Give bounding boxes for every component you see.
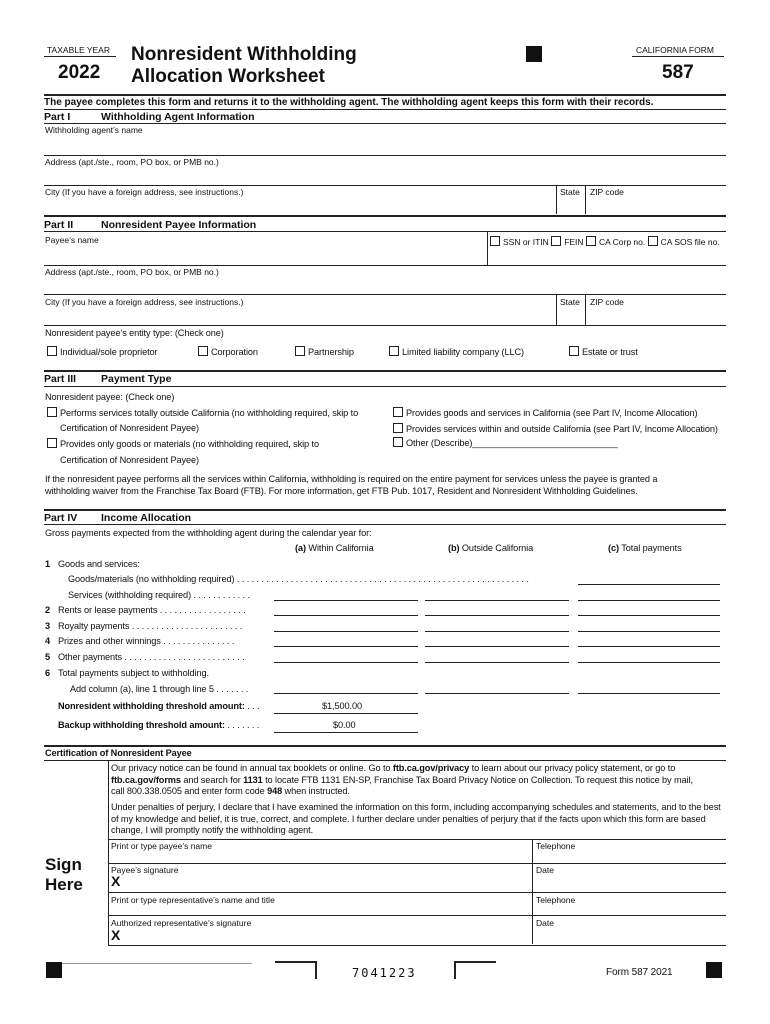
line1b-col-b-field[interactable]: [425, 600, 569, 601]
part4-prompt: Gross payments expected from the withholding agent during the calendar year for:: [45, 528, 372, 538]
form-title: Nonresident Withholding Allocation Worksheet: [131, 44, 357, 87]
line1b-label: Services (withholding required) . . . . . . . . . . . .: [68, 590, 250, 600]
line2-col-b-field[interactable]: [425, 615, 569, 616]
form-number: 587: [662, 62, 694, 83]
pay-opt-outside-ca[interactable]: Performs services totally outside California (no withholding required, skip to: [47, 407, 358, 418]
line6-col-b-field[interactable]: [425, 693, 569, 694]
backup-threshold-label: Backup withholding threshold amount: . . . . . . .: [58, 720, 260, 730]
footer-reg-mark-right: [706, 962, 722, 978]
part2-label: Part II: [44, 219, 74, 231]
intro-text: The payee completes this form and returns it to the withholding agent. The withholding agent keeps this form with their records.: [44, 97, 654, 108]
backup-threshold-value: $0.00: [333, 720, 356, 730]
line3-label: Royalty payments . . . . . . . . . . . . . . . . . . . . . . .: [58, 621, 243, 631]
footer-corner-right: [454, 961, 496, 979]
payee-date-label: Date: [536, 865, 554, 875]
line2-label: Rents or lease payments . . . . . . . . . . . . . . . . . .: [58, 605, 246, 615]
rep-signature-field[interactable]: [125, 928, 530, 942]
line4-label: Prizes and other winnings . . . . . . . . . . . . . . .: [58, 636, 235, 646]
line3-num: 3: [45, 621, 51, 631]
line5-label: Other payments . . . . . . . . . . . . . . . . . . . . . . . . .: [58, 652, 245, 662]
line6-label: Total payments subject to withholding.: [58, 668, 209, 678]
footer-form-id: Form 587 2021: [606, 967, 673, 978]
line2-col-c-field[interactable]: [578, 615, 720, 616]
line4-num: 4: [45, 636, 51, 646]
payee-zip-label: ZIP code: [590, 297, 624, 307]
part2-title: Nonresident Payee Information: [101, 219, 257, 231]
part3-label: Part III: [44, 373, 77, 385]
rep-name-field[interactable]: [110, 904, 530, 914]
line3-col-a-field[interactable]: [274, 631, 418, 632]
payee-signature-x: X: [111, 873, 121, 889]
payee-signature-field[interactable]: [125, 874, 530, 890]
line4-col-c-field[interactable]: [578, 646, 720, 647]
line6-num: 6: [45, 668, 51, 678]
col-c-header: (c) Total payments: [608, 543, 682, 553]
rep-signature-label: Authorized representative’s signature: [111, 918, 252, 928]
rep-signature-x: X: [111, 927, 121, 943]
line5-num: 5: [45, 652, 51, 662]
pay-opt-goods-only[interactable]: Provides only goods or materials (no withholding required, skip to: [47, 438, 319, 449]
part1-title: Withholding Agent Information: [101, 111, 255, 123]
form-label: CALIFORNIA FORM: [636, 45, 714, 55]
part1-label: Part I: [44, 111, 71, 123]
agent-name-field[interactable]: [44, 134, 726, 154]
agent-address-label: Address (apt./ste., room, PO box, or PMB no.): [45, 157, 219, 167]
sign-here-label: Sign Here: [45, 855, 83, 894]
line6b-label: Add column (a), line 1 through line 5 . . . . . . .: [70, 684, 249, 694]
agent-zip-label: ZIP code: [590, 187, 624, 197]
line1-label: Goods and services:: [58, 559, 140, 569]
line3-col-b-field[interactable]: [425, 631, 569, 632]
line5-col-a-field[interactable]: [274, 662, 418, 663]
part4-label: Part IV: [44, 512, 78, 524]
agent-city-field[interactable]: [44, 196, 554, 213]
line3-col-c-field[interactable]: [578, 631, 720, 632]
agent-state-label: State: [560, 187, 580, 197]
privacy-notice: Our privacy notice can be found in annual tax booklets or online. Go to ftb.ca.gov/privacy to learn about our privacy policy statement, or go to ftb.ca.gov/forms and search for 1131 to locate FTB 1131 EN-SP, Franchise Tax Board Privacy Notice on Collection. To request this notice by mail, call 800.338.0505 and enter form code 948 when instructed.: [111, 763, 693, 796]
cert-title: Certification of Nonresident Payee: [45, 748, 192, 758]
line1b-col-a-field[interactable]: [274, 600, 418, 601]
pay-opt-goods-only-line2: Certification of Nonresident Payee): [60, 455, 199, 465]
registration-mark: [526, 46, 542, 62]
rep-date-label: Date: [536, 918, 554, 928]
part3-note: If the nonresident payee performs all the services within California, withholding is required on the entire payment for services unless the payee is granted a withholding waiver from the Franchise Tax Board (FTB). For more information, get FTB Pub. 1017, Resident and Nonresident Withholding Guidelines.: [45, 474, 658, 496]
ca-corp-checkbox[interactable]: CA Corp no.: [586, 237, 645, 247]
pay-opt-other[interactable]: Other (Describe)_____________________________: [393, 437, 618, 448]
payee-print-name-field[interactable]: [110, 850, 530, 862]
payee-id-options: [490, 236, 720, 247]
rep-name-label: Print or type representative’s name and title: [111, 895, 275, 905]
line2-col-a-field[interactable]: [274, 615, 418, 616]
line5-col-b-field[interactable]: [425, 662, 569, 663]
payee-address-label: Address (apt./ste., room, PO box, or PMB no.): [45, 267, 219, 277]
agent-address-field[interactable]: [44, 166, 726, 184]
payee-signature-label: Payee’s signature: [111, 865, 179, 875]
payee-telephone-label: Telephone: [536, 841, 576, 851]
pay-opt-outside-ca-line2: Certification of Nonresident Payee): [60, 423, 199, 433]
tax-year: 2022: [58, 62, 101, 83]
entity-estate-checkbox[interactable]: Estate or trust: [569, 346, 638, 357]
entity-partnership-checkbox[interactable]: Partnership: [295, 346, 354, 357]
entity-type-prompt: Nonresident payee’s entity type: (Check one): [45, 328, 224, 338]
line6-col-c-field[interactable]: [578, 693, 720, 694]
line6-col-a-field[interactable]: [274, 693, 418, 694]
ca-sos-checkbox[interactable]: CA SOS file no.: [648, 237, 720, 247]
payee-city-label: City (If you have a foreign address, see instructions.): [45, 297, 244, 307]
payment-type-prompt: Nonresident payee: (Check one): [45, 392, 175, 402]
part4-title: Income Allocation: [101, 512, 192, 524]
part3-title: Payment Type: [101, 373, 172, 385]
entity-corporation-checkbox[interactable]: Corporation: [198, 346, 258, 357]
agent-name-label: Withholding agent’s name: [45, 125, 143, 135]
pay-opt-services-within-outside[interactable]: Provides services within and outside California (see Part IV, Income Allocation): [393, 423, 718, 434]
line1b-col-c-field[interactable]: [578, 600, 720, 601]
agent-city-label: City (If you have a foreign address, see instructions.): [45, 187, 244, 197]
line4-col-a-field[interactable]: [274, 646, 418, 647]
payee-name-label: Payee’s name: [45, 235, 99, 245]
threshold-label: Nonresident withholding threshold amount: . . .: [58, 701, 260, 711]
line5-col-c-field[interactable]: [578, 662, 720, 663]
pay-opt-goods-services-ca[interactable]: Provides goods and services in California (see Part IV, Income Allocation): [393, 407, 698, 418]
footer-corner-left: [275, 961, 317, 979]
payee-address-field[interactable]: [44, 276, 726, 293]
taxable-year-label: TAXABLE YEAR: [47, 45, 110, 55]
line1-num: 1: [45, 559, 51, 569]
line4-col-b-field[interactable]: [425, 646, 569, 647]
threshold-value: $1,500.00: [322, 701, 362, 711]
col-a-header: (a) Within California: [295, 543, 374, 553]
line1a-label: Goods/materials (no withholding required) . . . . . . . . . . . . . . . . . . . . . . . . . . . . . . . . . . . . . . . . . . . . . . . . . . . . . . . . . . . .: [68, 574, 529, 584]
payee-state-label: State: [560, 297, 580, 307]
line1a-col-c-field[interactable]: [578, 584, 720, 585]
line2-num: 2: [45, 605, 51, 615]
footer-reg-mark-left: [46, 962, 62, 978]
fein-checkbox[interactable]: FEIN: [551, 237, 583, 247]
rep-telephone-label: Telephone: [536, 895, 576, 905]
entity-llc-checkbox[interactable]: Limited liability company (LLC): [389, 346, 524, 357]
footer-code: 7041223: [352, 966, 417, 980]
entity-individual-checkbox[interactable]: Individual/sole proprietor: [47, 346, 158, 357]
payee-print-name-label: Print or type payee’s name: [111, 841, 212, 851]
col-b-header: (b) Outside California: [448, 543, 534, 553]
forms-link[interactable]: ftb.ca.gov/forms: [111, 774, 181, 785]
privacy-link[interactable]: ftb.ca.gov/privacy: [392, 763, 470, 773]
ssn-checkbox[interactable]: SSN or ITIN: [490, 237, 549, 247]
perjury-statement: Under penalties of perjury, I declare that I have examined the information on this form, including accompanying schedules and statements, and to the best of my knowledge and belief, it is true, correct, and complete. I further declare under penalties of perjury that if the facts upon which this form are based change, I will promptly notify the withholding agent.: [111, 802, 721, 835]
